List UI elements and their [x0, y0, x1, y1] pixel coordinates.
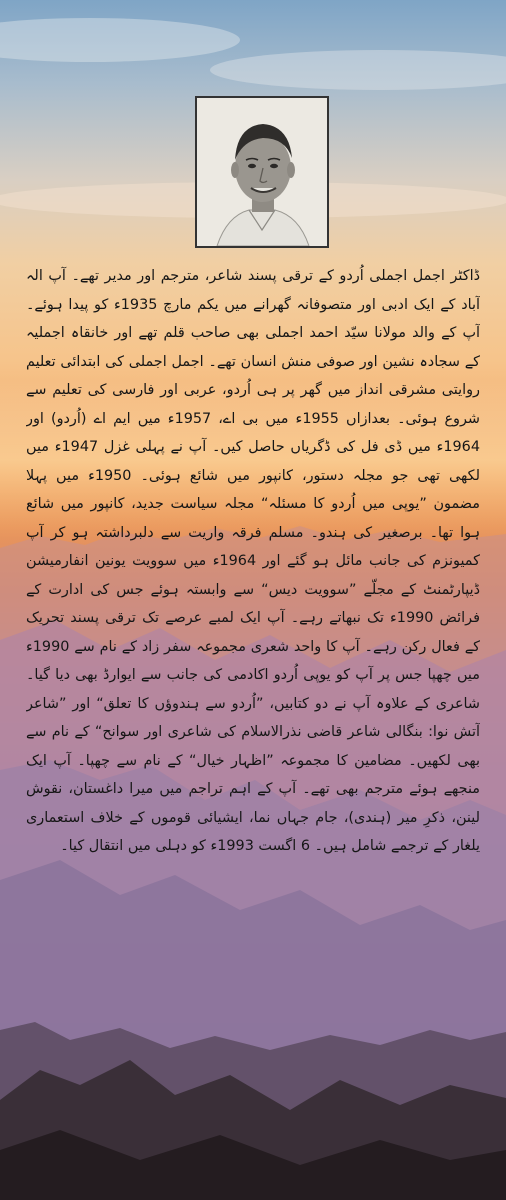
portrait-photo-icon — [197, 98, 327, 246]
biography-paragraph: ڈاکٹر اجمل اجملی اُردو کے ترقی پسند شاعر، مترجم اور مدیر تھے۔ آپ الہ آباد کے ایک ادبی اور متصوفانہ گھرانے میں یکم مارچ 1935ء کو پیدا ہوئے۔ آپ کے والد مولانا سیّد احمد اجملی بھی صاحب قلم تھے اور خانقاہ اجملیہ کے سجادہ نشین اور صوفی منش انسان تھے۔ اجمل اجملی کی ابتدائی تعلیم روایتی مشرقی انداز میں گھر پر ہی اُردو، عربی اور فارسی کی تعلیم سے شروع ہوئی۔ بعدازاں 1955ء میں بی اے، 1957ء میں ایم اے (اُردو) اور 1964ء میں ڈی فل کی ڈگریاں حاصل کیں۔ آپ نے پہلی غزل 1947ء میں لکھی تھی جو مجلہ دستور، کانپور میں شائع ہوئی۔ 1950ء میں پہلا مضمون ”یوپی میں اُردو کا مسئلہ“ مجلہ سیاست جدید، کانپور میں شائع ہوا تھا۔ برصغیر کی ہندو۔ مسلم فرقہ واریت سے دلبرداشتہ ہو کر آپ کمیونزم کی جانب مائل ہو گئے اور 1964ء میں سوویت یونین انفارمیشن ڈیپارٹمنٹ کے مجلّے ”سوویت دیس“ سے وابستہ ہوئے جس کی ادارت کے فرائض 1990ء تک نبھاتے رہے۔ آپ ایک لمبے عرصے تک ترقی پسند تحریک کے فعال رکن رہے۔ آپ کا واحد شعری مجموعہ سفر زاد کے نام سے 1990ء میں چھپا جس پر آپ کو یوپی اُردو اکادمی کی جانب سے ایوارڈ بھی دیا گیا۔ شاعری کے علاوہ آپ نے دو کتابیں، ”اُردو سے ہندوؤں کا تعلق“ اور ”شاعر آتش نوا: بنگالی شاعر قاضی نذرالاسلام کی شاعری اور سوانح“ کے نام سے بھی لکھیں۔ مضامین کا مجموعہ ”اظہار خیال“ کے نام سے چھپا۔ آپ ایک منجھے ہوئے مترجم بھی تھے۔ آپ کے اہم تراجم میں میرا داغستان، نقوش لینن، ذکرِ میر (ہندی)، جام جہاں نما، ایشیائی قوموں کے خلاف استعماری یلغار کے ترجمے شامل ہیں۔ 6 اگست 1993ء کو دہلی میں انتقال کیا۔ — [26, 268, 480, 854]
biography-text — [26, 262, 480, 882]
cloud — [210, 50, 506, 90]
cloud — [0, 18, 240, 62]
author-portrait — [195, 96, 329, 248]
